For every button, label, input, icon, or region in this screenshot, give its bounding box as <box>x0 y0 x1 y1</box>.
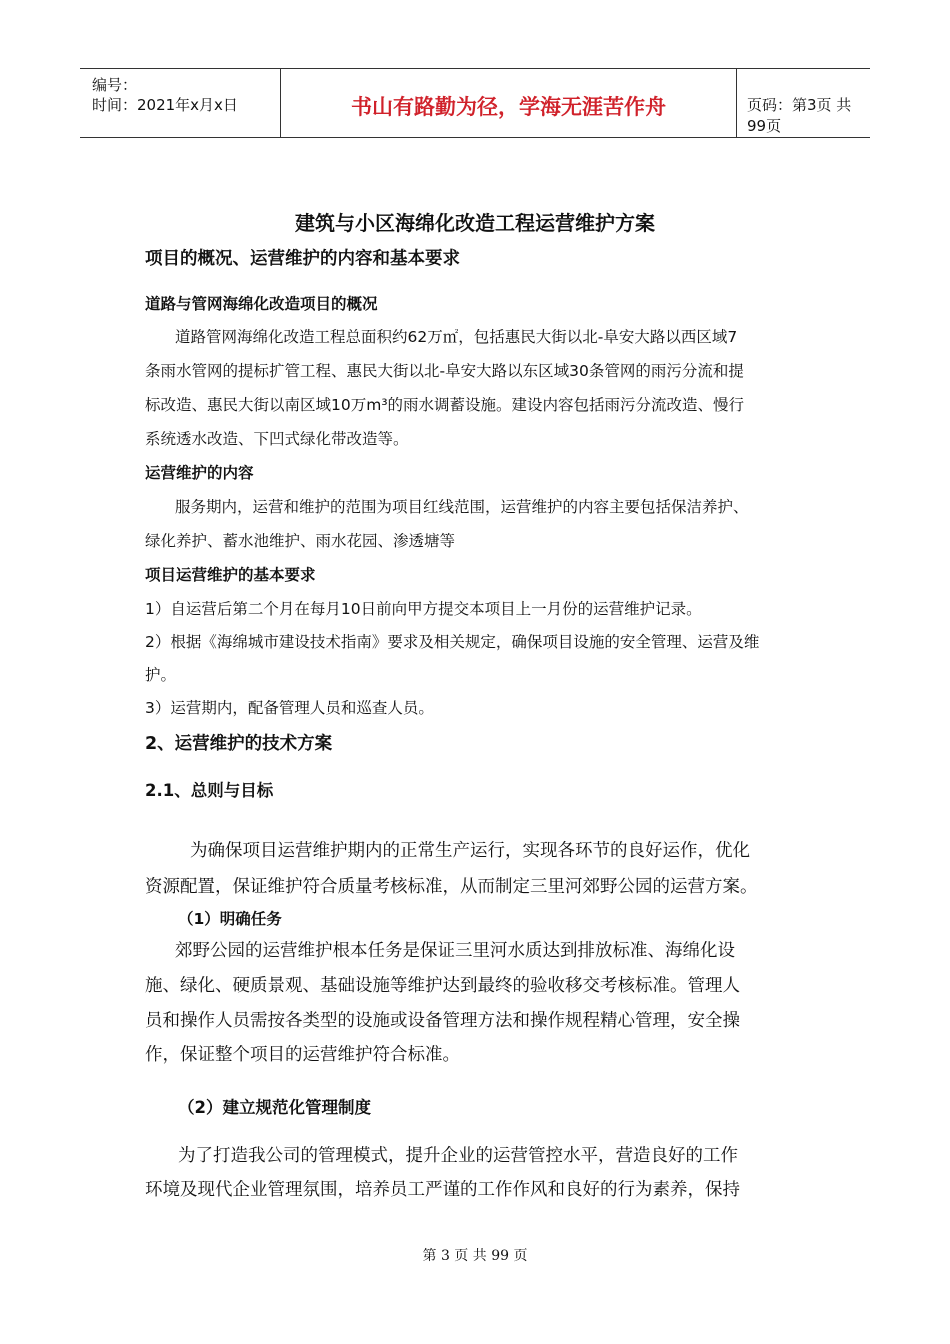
sub2-line: 服务期内，运营和维护的范围为项目红线范围，运营维护的内容主要包括保洁养护、 <box>175 498 749 516</box>
item1-line: 作，保证整个项目的运营维护符合标准。 <box>145 1045 460 1065</box>
sub2-line: 绿化养护、蓄水池维护、雨水花园、渗透塘等 <box>145 532 456 550</box>
sub2-heading: 运营维护的内容 <box>145 464 254 482</box>
sub1-line: 标改造、惠民大街以南区域10万m³的雨水调蓄设施。建设内容包括雨污分流改造、慢行 <box>145 396 745 414</box>
page-footer: 第 3 页 共 99 页 <box>422 1248 528 1264</box>
item2-line: 环境及现代企业管理氛围，培养员工严谨的工作作风和良好的行为素养，保持 <box>145 1180 740 1200</box>
page-header-table <box>80 68 870 138</box>
header-page-cell <box>735 69 870 137</box>
page-indicator: 页码：第3页 共99页 <box>747 96 852 135</box>
motto-text: 书山有路勤为径，学海无涯苦作舟 <box>351 95 666 119</box>
item2-line: 为了打造我公司的管理模式，提升企业的运营管控水平，营造良好的工作 <box>178 1146 738 1166</box>
doc-number-label: 编号： <box>92 76 138 94</box>
requirement-item: 2）根据《海绵城市建设技术指南》要求及相关规定，确保项目设施的安全管理、运营及维 <box>145 633 760 651</box>
section2-1-heading: 2.1、总则与目标 <box>145 781 274 800</box>
date-label: 时间：2021年x月x日 <box>92 96 238 114</box>
sub1-line: 道路管网海绵化改造工程总面积约62万㎡，包括惠民大街以北-阜安大路以西区域7 <box>175 328 738 346</box>
body-paragraph-line: 资源配置，保证维护符合质量考核标准，从而制定三里河郊野公园的运营方案。 <box>145 877 758 897</box>
body-paragraph-line: 为确保项目运营维护期内的正常生产运行，实现各环节的良好运作，优化 <box>190 841 750 861</box>
requirement-item: 护。 <box>145 666 177 684</box>
requirement-item: 1）自运营后第二个月在每月10日前向甲方提交本项目上一月份的运营维护记录。 <box>145 600 702 618</box>
sub3-heading: 项目运营维护的基本要求 <box>145 566 316 584</box>
sub1-line: 系统透水改造、下凹式绿化带改造等。 <box>145 430 409 448</box>
item1-line: 施、绿化、硬质景观、基础设施等维护达到最终的验收移交考核标准。管理人 <box>145 976 740 996</box>
document-title: 建筑与小区海绵化改造工程运营维护方案 <box>295 211 655 235</box>
header-motto-cell <box>280 69 737 137</box>
item1-line: 郊野公园的运营维护根本任务是保证三里河水质达到排放标准、海绵化设 <box>175 941 735 961</box>
item1-line: 员和操作人员需按各类型的设施或设备管理方法和操作规程精心管理，安全操 <box>145 1011 740 1031</box>
section2-heading: 2、运营维护的技术方案 <box>145 734 333 754</box>
requirement-item: 3）运营期内，配备管理人员和巡查人员。 <box>145 699 434 717</box>
header-meta-cell <box>80 69 280 137</box>
item2-heading: （2）建立规范化管理制度 <box>178 1098 371 1117</box>
section1-heading: 项目的概况、运营维护的内容和基本要求 <box>145 249 460 269</box>
item1-heading: （1）明确任务 <box>178 910 282 928</box>
sub1-line: 条雨水管网的提标扩管工程、惠民大街以北-阜安大路以东区域30条管网的雨污分流和提 <box>145 362 744 380</box>
sub1-heading: 道路与管网海绵化改造项目的概况 <box>145 295 378 313</box>
